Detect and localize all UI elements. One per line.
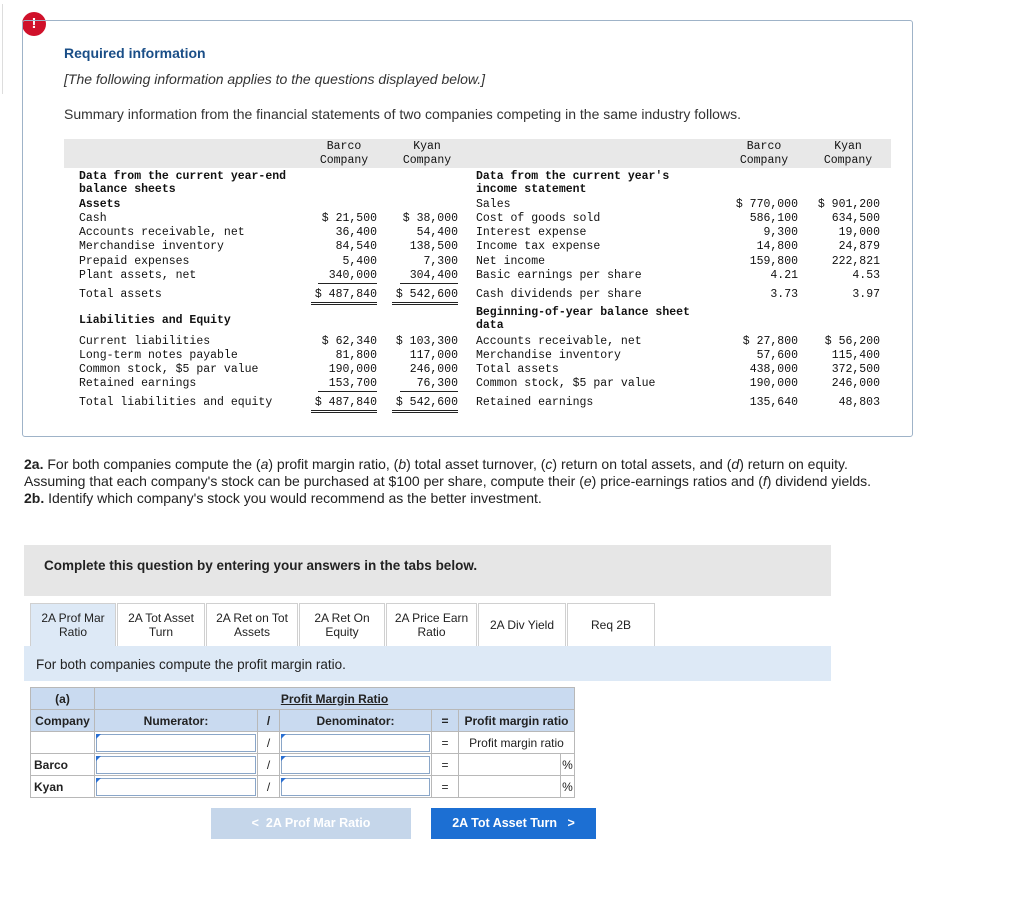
kyan-value: 304,400	[409, 269, 458, 282]
prev-tab-button[interactable]	[211, 808, 411, 839]
kyan-value: $ 38,000	[402, 212, 458, 225]
tab-ret-on-equity[interactable]: 2A Ret On Equity	[299, 603, 385, 647]
double-underline	[311, 302, 377, 305]
kyan-value: 372,500	[831, 363, 880, 376]
double-underline	[311, 410, 377, 413]
kyan-value: 138,500	[409, 240, 458, 253]
kyan-value: $ 56,200	[824, 335, 880, 348]
barco-value: 4.21	[770, 269, 798, 282]
empty-cell	[31, 732, 95, 754]
numerator-input-kyan[interactable]	[96, 778, 256, 796]
row-label: Net income	[476, 255, 546, 268]
row-label: Common stock, $5 par value	[476, 377, 656, 390]
kyan-value: 76,300	[416, 377, 458, 390]
kyan-value: 117,000	[409, 349, 458, 362]
liabilities-heading: Liabilities and Equity	[79, 314, 231, 327]
tab-div-yield[interactable]: 2A Div Yield	[478, 603, 566, 647]
result-input-barco[interactable]	[459, 754, 561, 776]
required-info-title: Required information	[64, 45, 206, 61]
barco-value: 81,800	[335, 349, 377, 362]
kyan-value: $ 103,300	[395, 335, 458, 348]
slash: /	[258, 776, 280, 798]
barco-value: 84,540	[335, 240, 377, 253]
row-label: Retained earnings	[476, 396, 594, 409]
barco-value: 190,000	[749, 377, 798, 390]
denominator-input-label[interactable]	[281, 734, 430, 752]
col-header-barco-left: Barco Company	[319, 140, 369, 167]
equals: =	[432, 754, 459, 776]
kyan-total-liab: $ 542,600	[395, 396, 458, 409]
tab-panel	[24, 646, 831, 681]
denominator-input-barco[interactable]	[281, 756, 430, 774]
barco-value: 190,000	[328, 363, 377, 376]
percent-sign: %	[561, 754, 575, 776]
underline	[318, 391, 377, 392]
row-label: Long-term notes payable	[79, 349, 238, 362]
col-header-kyan-left: Kyan Company	[402, 140, 452, 167]
result-input-kyan[interactable]	[459, 776, 561, 798]
row-label: Plant assets, net	[79, 269, 197, 282]
row-label: Income tax expense	[476, 240, 601, 253]
barco-value: 9,300	[763, 226, 798, 239]
numerator-cell	[95, 776, 258, 798]
row-label: Interest expense	[476, 226, 587, 239]
barco-total-liab: $ 487,840	[314, 396, 377, 409]
col-header-kyan-right: Kyan Company	[823, 140, 873, 167]
kyan-value: 3.97	[852, 288, 880, 301]
barco-value: 135,640	[749, 396, 798, 409]
denominator-input-kyan[interactable]	[281, 778, 430, 796]
instructions-text: Complete this question by entering your answers in the tabs below.	[44, 558, 478, 573]
kyan-value: 246,000	[831, 377, 880, 390]
next-tab-label: 2A Tot Asset Turn	[452, 816, 558, 830]
barco-value: $ 62,340	[321, 335, 377, 348]
barco-value: 159,800	[749, 255, 798, 268]
denominator-cell	[280, 754, 432, 776]
kyan-value: 19,000	[838, 226, 880, 239]
row-label: Common stock, $5 par value	[79, 363, 259, 376]
tab-price-earn-ratio[interactable]: 2A Price Earn Ratio	[386, 603, 477, 647]
company-header: Company	[31, 710, 95, 732]
barco-value: 5,400	[342, 255, 377, 268]
double-underline	[392, 410, 458, 413]
underline	[400, 283, 458, 284]
total-liab-label: Total liabilities and equity	[79, 396, 273, 409]
row-label: Basic earnings per share	[476, 269, 642, 282]
denominator-cell	[280, 776, 432, 798]
row-label: Sales	[476, 198, 511, 211]
barco-value: 14,800	[756, 240, 798, 253]
company-kyan: Kyan	[31, 776, 95, 798]
barco-value: 438,000	[749, 363, 798, 376]
slash-header: /	[258, 710, 280, 732]
barco-total-assets: $ 487,840	[314, 288, 377, 301]
kyan-value: 115,400	[831, 349, 880, 362]
kyan-value: 4.53	[852, 269, 880, 282]
numerator-header: Numerator:	[95, 710, 258, 732]
instructions-band	[24, 545, 831, 596]
tab-ret-on-tot-assets[interactable]: 2A Ret on Tot Assets	[206, 603, 298, 647]
slash: /	[258, 754, 280, 776]
percent-sign: %	[561, 776, 575, 798]
kyan-value: 246,000	[409, 363, 458, 376]
required-info-note: [The following information applies to the questions displayed below.]	[64, 71, 486, 87]
barco-value: 3.73	[770, 288, 798, 301]
barco-value: $ 21,500	[321, 212, 377, 225]
row-label: Retained earnings	[79, 377, 197, 390]
table-title: Profit Margin Ratio	[95, 688, 575, 710]
chevron-right-icon: >	[567, 816, 575, 830]
kyan-value: 48,803	[838, 396, 880, 409]
barco-value: 36,400	[335, 226, 377, 239]
question-text: 2a. For both companies compute the (a) profit margin ratio, (b) total asset turnover, (c) return on total assets, and (d) return on equity. Assuming that each company's stock can be purchased at $100 per share, compute their (e) price-earnings ratios and (f) dividend yields. 2b. Identify which company's stock you would recommend as the better investment.	[24, 456, 872, 506]
kyan-total-assets: $ 542,600	[395, 288, 458, 301]
row-label: Merchandise inventory	[79, 240, 224, 253]
numerator-cell	[95, 754, 258, 776]
row-label: Merchandise inventory	[476, 349, 621, 362]
tab-tot-asset-turn[interactable]: 2A Tot Asset Turn	[117, 603, 205, 647]
tab-req-2b[interactable]: Req 2B	[567, 603, 655, 647]
col-a-header: (a)	[31, 688, 95, 710]
row-label: Prepaid expenses	[79, 255, 190, 268]
boy-title: Beginning-of-year balance sheet data	[476, 306, 690, 332]
row-label: Current liabilities	[79, 335, 211, 348]
kyan-value: 24,879	[838, 240, 880, 253]
kyan-value: $ 901,200	[817, 198, 880, 211]
barco-value: $ 770,000	[735, 198, 798, 211]
result-header: Profit margin ratio	[459, 710, 575, 732]
col-header-barco-right: Barco Company	[739, 140, 789, 167]
barco-value: 57,600	[756, 349, 798, 362]
chevron-left-icon: <	[251, 816, 259, 830]
equals: =	[432, 732, 459, 754]
alert-icon: !	[22, 12, 46, 36]
tab-prof-mar-ratio[interactable]: 2A Prof Mar Ratio	[30, 603, 116, 647]
denominator-header: Denominator:	[280, 710, 432, 732]
kyan-value: 634,500	[831, 212, 880, 225]
barco-value: 153,700	[328, 377, 377, 390]
income-title: Data from the current year's income statement	[476, 170, 670, 196]
double-underline	[392, 302, 458, 305]
panel-instruction: For both companies compute the profit margin ratio.	[36, 657, 346, 672]
numerator-input-label[interactable]	[96, 734, 256, 752]
row-label: Accounts receivable, net	[79, 226, 245, 239]
prev-tab-label: 2A Prof Mar Ratio	[265, 816, 371, 830]
barco-value: 340,000	[328, 269, 377, 282]
kyan-value: 54,400	[416, 226, 458, 239]
row-label: Accounts receivable, net	[476, 335, 642, 348]
total-assets-label: Total assets	[79, 288, 162, 301]
balance-title: Data from the current year-end balance sheets	[79, 170, 287, 196]
row-label: Cash dividends per share	[476, 288, 642, 301]
equals-header: =	[432, 710, 459, 732]
profit-margin-table	[30, 687, 575, 798]
numerator-cell	[95, 732, 258, 754]
row-label: Total assets	[476, 363, 559, 376]
barco-value: $ 27,800	[742, 335, 798, 348]
next-tab-button[interactable]	[431, 808, 596, 839]
row-label: Cash	[79, 212, 107, 225]
row-label: Cost of goods sold	[476, 212, 601, 225]
barco-value: 586,100	[749, 212, 798, 225]
result-sub: Profit margin ratio	[459, 732, 575, 754]
kyan-value: 222,821	[831, 255, 880, 268]
left-edge-tab	[0, 4, 3, 94]
company-barco: Barco	[31, 754, 95, 776]
summary-text: Summary information from the financial statements of two companies competing in the same industry follows.	[64, 106, 741, 122]
equals: =	[432, 776, 459, 798]
underline	[318, 283, 377, 284]
slash: /	[258, 732, 280, 754]
underline	[400, 391, 458, 392]
assets-heading: Assets	[79, 198, 121, 211]
kyan-value: 7,300	[423, 255, 458, 268]
numerator-input-barco[interactable]	[96, 756, 256, 774]
denominator-cell	[280, 732, 432, 754]
